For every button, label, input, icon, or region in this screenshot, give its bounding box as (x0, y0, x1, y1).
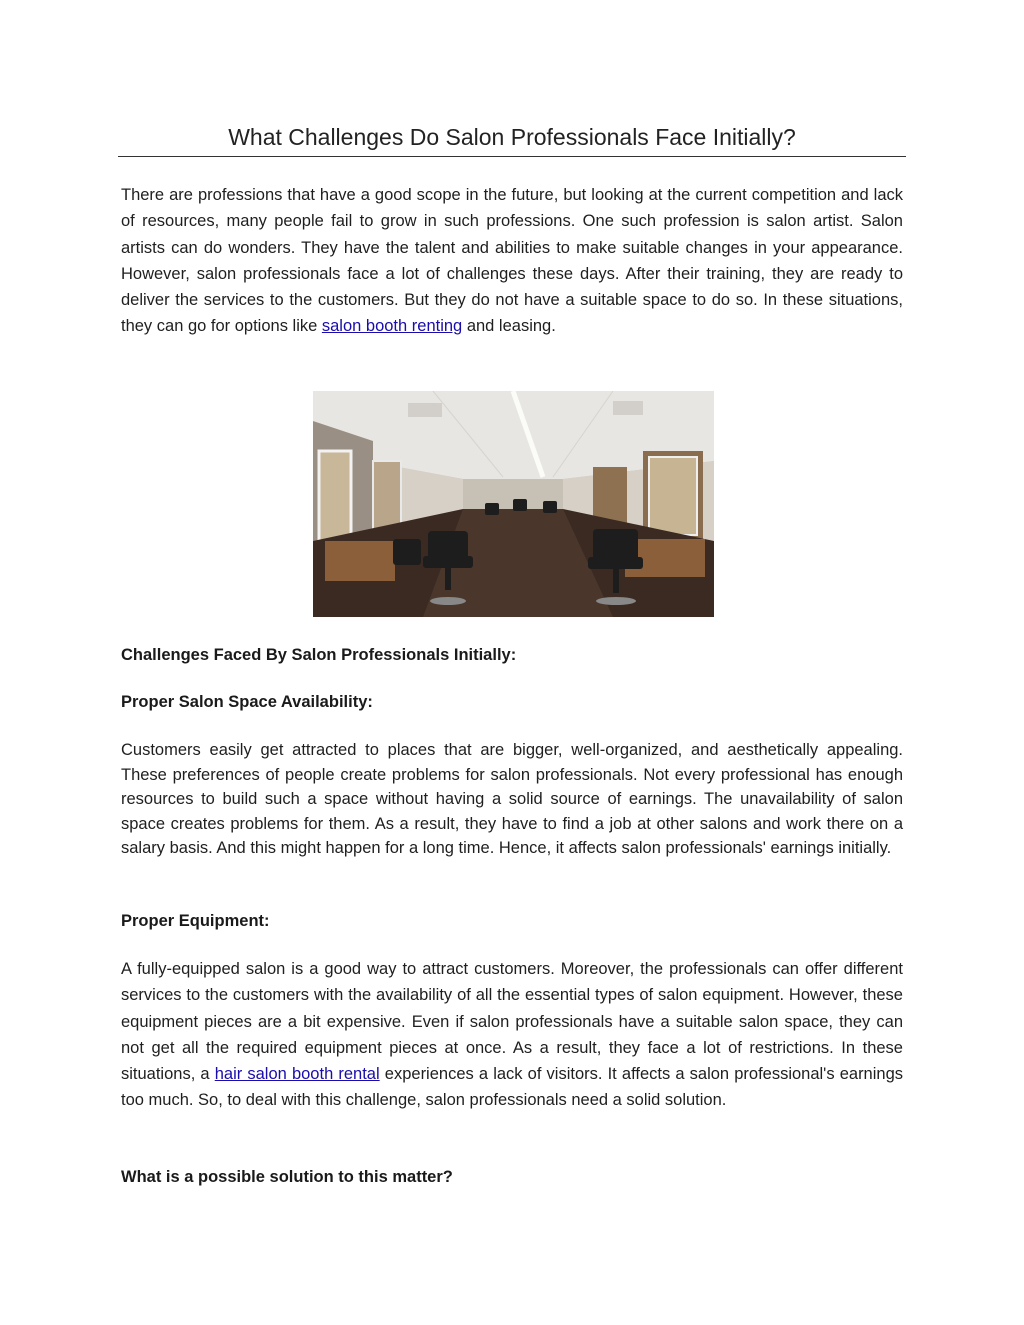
title-divider (118, 156, 906, 157)
section-heading-challenges: Challenges Faced By Salon Professionals Initially: (121, 646, 517, 664)
salon-booth-renting-link[interactable]: salon booth renting (321, 317, 463, 336)
intro-paragraph (121, 182, 903, 340)
intro-text-before-link: There are professions that have a good scope in the future, but looking at the current competition and lack of resources, many people fail to grow in such professions. One such profession is salon artist. Salon artists can do wonders. They have the talent and abilities to make suitable changes in your appearance. However, salon professionals face a lot of challenges these days. After their training, they are ready to deliver the services to the customers. But they do not have a suitable space to do so. In these situations, they can go for options like (121, 186, 903, 336)
heading-proper-equipment: Proper Equipment: (121, 912, 270, 930)
equipment-text-after-link: experiences a lack of visitors. It affects a salon professional's earnings too much. So, to deal with this challenge, salon professionals need a solid solution. (121, 1065, 904, 1110)
equipment-paragraph (121, 956, 903, 1114)
space-availability-paragraph: Customers easily get attracted to places that are bigger, well-organized, and aesthetically appealing. These preferences of people create problems for salon professionals. Not every professional has enough resources to build such a space without having a solid source of earnings. The unavailability of salon space creates problems for them. As a result, they have to find a job at other salons and work there on a salary basis. And this might happen for a long time. Hence, it affects salon professionals' earnings initially. (121, 741, 903, 858)
heading-space-availability: Proper Salon Space Availability: (121, 693, 373, 711)
page-title: What Challenges Do Salon Professionals Face Initially? (228, 124, 796, 150)
salon-interior-photo (313, 391, 714, 617)
hair-salon-booth-rental-link[interactable]: hair salon booth rental (214, 1065, 380, 1084)
intro-text-after-link: and leasing. (462, 317, 556, 336)
heading-possible-solution: What is a possible solution to this matter? (121, 1168, 453, 1186)
equipment-text-before-link: A fully-equipped salon is a good way to attract customers. Moreover, the professionals can offer different services to the customers with the availability of all the essential types of salon equipment. However, these equipment pieces are a bit expensive. Even if salon professionals have a suitable salon space, they can not get all the required equipment pieces at once. As a result, they face a lot of restrictions. In these situations, a (121, 960, 903, 1084)
